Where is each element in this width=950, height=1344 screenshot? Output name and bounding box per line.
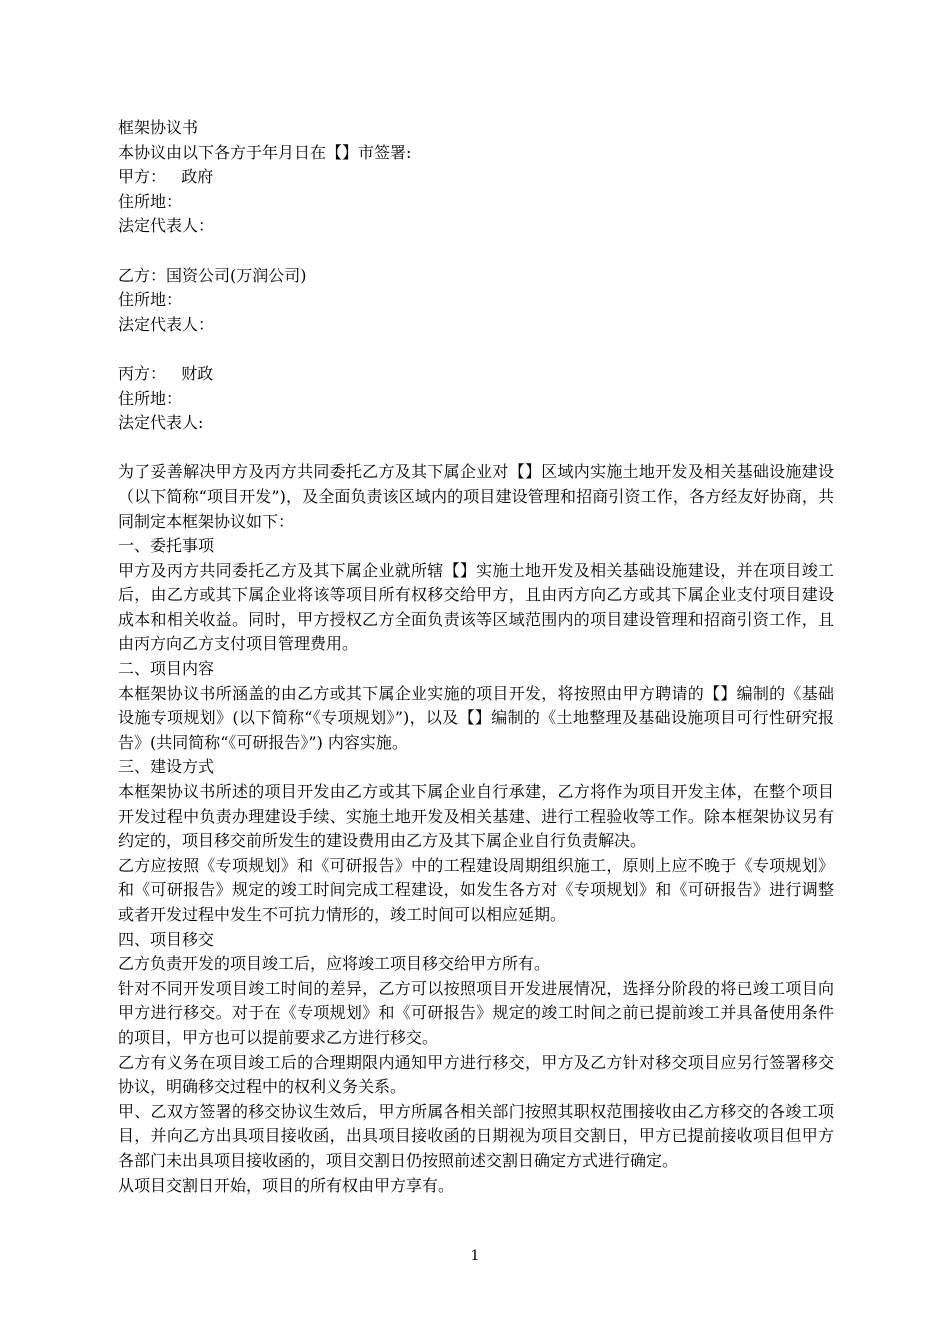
party-c-representative: 法定代表人:	[118, 413, 204, 433]
section-paragraph: 乙方有义务在项目竣工后的合理期限内通知甲方进行移交，甲方及乙方针对移交项目应另行签署移交协议，明确移交过程中的权利义务关系。	[118, 1052, 834, 1097]
section-paragraph: 乙方应按照《专项规划》和《可研报告》中的工程建设周期组织施工，原则上应不晚于《专项规划》和《可研报告》规定的竣工时间完成工程建设，如发生各方对《专项规划》和《可研报告》进行调整或者开发过程中发生不可抗力情形的，竣工时间可以相应延期。	[118, 855, 834, 924]
signing-statement: 本协议由以下各方于年月日在【】市签署:	[118, 142, 412, 162]
section-paragraph: 甲方及丙方共同委托乙方及其下属企业就所辖【】实施土地开发及相关基础设施建设，并在项目竣工后，由乙方或其下属企业将该等项目所有权移交给甲方，且由丙方向乙方或其下属企业支付项目建设成本和相关收益。同时，甲方授权乙方全面负责该等区域范围内的项目建设管理和招商引资工作，且由丙方向乙方支付项目管理费用。	[118, 560, 834, 654]
party-a-address: 住所地：	[118, 191, 183, 211]
section-heading-project-content: 二、项目内容	[118, 659, 215, 679]
section-paragraph: 本框架协议书所涵盖的由乙方或其下属企业实施的项目开发，将按照由甲方聘请的【】编制的《基础设施专项规划》(以下简称“《专项规划》”)，以及【】编制的《土地整理及基础设施项目可行性研究报告》(共同简称“《可研报告》”) 内容实施。	[118, 683, 834, 752]
spacer	[118, 239, 834, 264]
section-heading-construction-method: 三、建设方式	[118, 757, 215, 777]
party-c-name: 丙方： 财政	[118, 363, 214, 383]
page-number: 1	[470, 1248, 480, 1264]
preamble-paragraph: 为了妥善解决甲方及丙方共同委托乙方及其下属企业对【】区域内实施土地开发及相关基础设施建设（以下简称“项目开发”)，及全面负责该区域内的项目建设管理和招商引资工作，各方经友好协商，共同制定本框架协议如下：	[118, 462, 834, 531]
party-a-representative: 法定代表人：	[118, 216, 215, 236]
spacer	[118, 337, 834, 362]
section-paragraph: 甲、乙双方签署的移交协议生效后，甲方所属各相关部门按照其职权范围接收由乙方移交的各竣工项目，并向乙方出具项目接收函，出具项目接收函的日期视为项目交割日，甲方已提前接收项目但甲方各部门未出具项目接收函的，项目交割日仍按照前述交割日确定方式进行确定。	[118, 1101, 834, 1170]
document-title: 框架协议书	[118, 118, 199, 137]
spacer	[118, 436, 834, 461]
party-b-representative: 法定代表人：	[118, 314, 215, 334]
party-c-address: 住所地：	[118, 388, 183, 408]
section-paragraph: 本框架协议书所述的项目开发由乙方或其下属企业自行承建，乙方将作为项目开发主体，在整个项目开发过程中负责办理建设手续、实施土地开发及相关基建、进行工程验收等工作。除本框架协议另有约定的，项目移交前所发生的建设费用由乙方及其下属企业自行负责解决。	[118, 782, 834, 851]
section-heading-entrustment: 一、委托事项	[118, 536, 215, 556]
section-heading-project-handover: 四、项目移交	[118, 929, 215, 949]
document-body	[118, 116, 834, 1198]
section-paragraph: 乙方负责开发的项目竣工后，应将竣工项目移交给甲方所有。	[118, 954, 551, 974]
party-b-address: 住所地：	[118, 290, 183, 310]
party-b-name: 乙方：国资公司(万润公司)	[118, 265, 307, 285]
section-paragraph: 从项目交割日开始，项目的所有权由甲方享有。	[118, 1175, 455, 1195]
section-paragraph: 针对不同开发项目竣工时间的差异，乙方可以按照项目开发进展情况，选择分阶段的将已竣工项目向甲方进行移交。对于在《专项规划》和《可研报告》规定的竣工时间之前已提前竣工并具备使用条件的项目，甲方也可以提前要求乙方进行移交。	[118, 978, 834, 1047]
party-a-name: 甲方： 政府	[118, 167, 214, 187]
